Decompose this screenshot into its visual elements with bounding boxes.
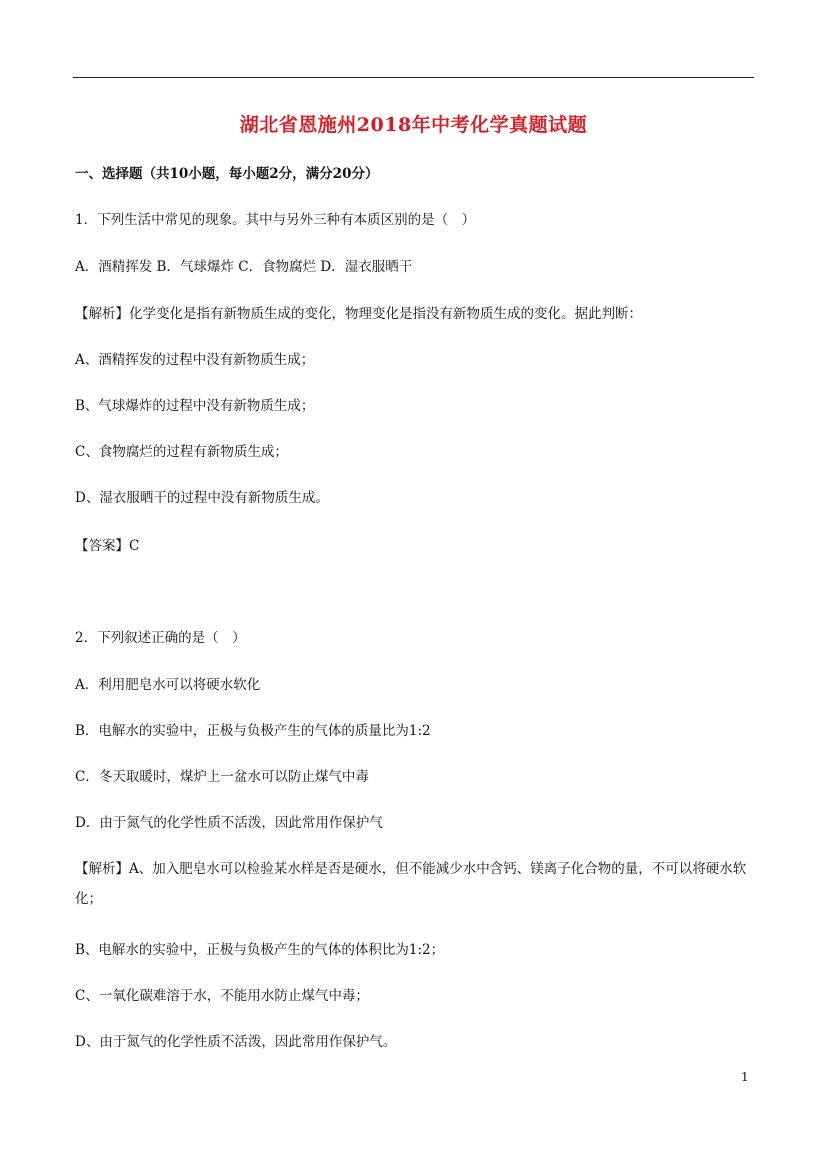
page-number: 1 xyxy=(741,1070,749,1084)
section-heading: 一、选择题（共10小题，每小题2分，满分20分） xyxy=(75,166,379,182)
q2-option-b: B．电解水的实验中，正极与负极产生的气体的质量比为1:2 xyxy=(75,723,431,739)
q1-stem: 1．下列生活中常见的现象。其中与另外三种有本质区别的是（ ） xyxy=(75,212,476,228)
page-title: 湖北省恩施州2018年中考化学真题试题 xyxy=(239,114,588,136)
q1-answer: 【答案】C xyxy=(75,538,140,554)
q2-analysis-d: D、由于氮气的化学性质不活泼，因此常用作保护气。 xyxy=(75,1034,397,1050)
q2-analysis-b: B、电解水的实验中，正极与负极产生的气体的体积比为1:2； xyxy=(75,942,445,958)
q1-analysis-b: B、气球爆炸的过程中没有新物质生成； xyxy=(75,398,315,414)
q2-analysis-a: 【解析】A、加入肥皂水可以检验某水样是否是硬水，但不能减少水中含钙、镁离子化合物的量，不可以将硬水软化； xyxy=(75,861,747,907)
q2-option-a: A．利用肥皂水可以将硬水软化 xyxy=(75,677,261,693)
q1-analysis-c: C、食物腐烂的过程有新物质生成； xyxy=(75,444,288,460)
q1-analysis-a: A、酒精挥发的过程中没有新物质生成； xyxy=(75,352,315,368)
q2-stem: 2．下列叙述正确的是（ ） xyxy=(75,630,246,646)
q1-analysis: 【解析】化学变化是指有新物质生成的变化，物理变化是指没有新物质生成的变化。据此判断： xyxy=(75,306,642,322)
q1-analysis-d: D、湿衣服晒干的过程中没有新物质生成。 xyxy=(75,490,329,506)
q2-analysis-c: C、一氧化碳难溶于水，不能用水防止煤气中毒； xyxy=(75,988,369,1004)
q2-option-d: D．由于氮气的化学性质不活泼，因此常用作保护气 xyxy=(75,815,383,831)
q1-options: A．酒精挥发 B．气球爆炸 C．食物腐烂 D．湿衣服晒干 xyxy=(75,259,413,275)
q2-option-c: C．冬天取暖时，煤炉上一盆水可以防止煤气中毒 xyxy=(75,769,369,785)
header-rule xyxy=(73,77,754,78)
